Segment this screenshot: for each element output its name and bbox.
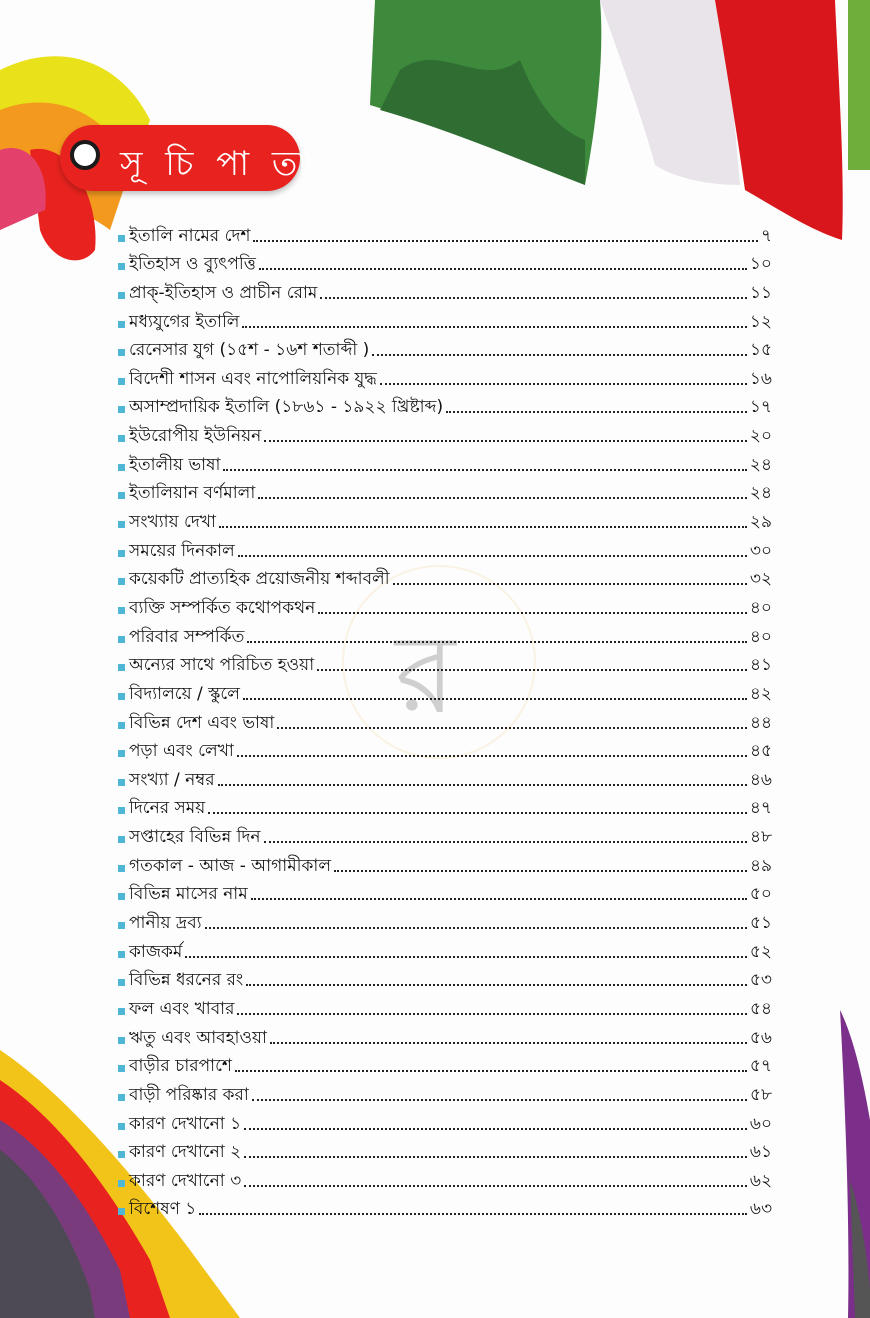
toc-entry-title: অসাম্প্রদায়িক ইতালি (১৮৬১ - ১৯২২ খ্রিষ্টাব্দ)	[129, 397, 444, 418]
toc-entry	[118, 390, 772, 419]
toc-entry-title: বিদেশী শাসন এবং নাপোলিয়নিক যুদ্ধ	[129, 368, 377, 389]
toc-entry-page: ৪৯	[749, 855, 772, 876]
toc-entry-page: ২৪	[749, 454, 772, 475]
toc-entry-page: ১৭	[749, 397, 772, 418]
toc-entry-page: ৫৪	[749, 998, 772, 1019]
dot-leader	[334, 870, 747, 872]
bullet-square-icon	[118, 607, 125, 614]
bullet-square-icon	[118, 1151, 125, 1158]
bullet-square-icon	[118, 321, 125, 328]
header-bullet-icon	[70, 140, 100, 170]
toc-entry-page: ৩২	[749, 569, 772, 590]
toc-entry-page: ৪০	[749, 626, 772, 647]
dot-leader	[372, 354, 747, 356]
toc-entry	[118, 848, 772, 877]
dot-leader	[252, 1099, 747, 1101]
toc-entry-title: ইতালিয়ান বর্ণমালা	[129, 483, 256, 504]
toc-entry	[118, 1020, 772, 1049]
toc-entry-page: ৪৭	[749, 798, 772, 819]
dot-leader	[223, 469, 747, 471]
toc-entry	[118, 619, 772, 648]
toc-entry-title: সপ্তাহের বিভিন্ন দিন	[129, 827, 261, 848]
dot-leader	[218, 784, 747, 786]
toc-entry-title: পরিবার সম্পর্কিত	[129, 626, 245, 647]
bullet-square-icon	[118, 292, 125, 299]
toc-entry-page: ৪২	[749, 683, 772, 704]
toc-entry-title: বাড়ীর চারপাশে	[129, 1056, 232, 1077]
dot-leader	[446, 411, 747, 413]
bullet-square-icon	[118, 951, 125, 958]
toc-entry	[118, 218, 772, 247]
toc-entry	[118, 275, 772, 304]
bullet-square-icon	[118, 1123, 125, 1130]
toc-entry-title: বাড়ী পরিষ্কার করা	[129, 1084, 249, 1105]
toc-entry	[118, 819, 772, 848]
toc-entry-title: ঋতু এবং আবহাওয়া	[129, 1027, 267, 1048]
toc-entry-page: ১১	[749, 282, 772, 303]
dot-leader	[251, 898, 747, 900]
dot-leader	[270, 1042, 747, 1044]
bullet-square-icon	[118, 235, 125, 242]
toc-entry-page: ৪০	[749, 597, 772, 618]
dot-leader	[235, 1070, 747, 1072]
toc-entry-page: ১২	[749, 311, 772, 332]
bullet-square-icon	[118, 378, 125, 385]
dot-leader	[244, 1156, 747, 1158]
bullet-square-icon	[118, 636, 125, 643]
toc-entry-title: বিভিন্ন মাসের নাম	[129, 884, 248, 905]
bullet-square-icon	[118, 779, 125, 786]
bullet-square-icon	[118, 750, 125, 757]
toc-entry-title: রেনেসার যুগ (১৫শ - ১৬শ শতাব্দী )	[129, 340, 370, 361]
toc-entry	[118, 762, 772, 791]
bullet-square-icon	[118, 406, 125, 413]
toc-entry-title: ইতালি নামের দেশ	[129, 225, 251, 246]
dot-leader	[219, 526, 747, 528]
toc-list	[118, 218, 772, 1220]
bullet-square-icon	[118, 693, 125, 700]
toc-entry-page: ৪৮	[749, 827, 772, 848]
toc-entry-title: দিনের সময়	[129, 798, 206, 819]
toc-entry-title: ব্যক্তি সম্পর্কিত কথোপকথন	[129, 597, 316, 618]
toc-entry-page: ৪৫	[749, 741, 772, 762]
toc-entry	[118, 905, 772, 934]
toc-entry	[118, 791, 772, 820]
toc-entry-title: সংখ্যায় দেখা	[129, 512, 216, 533]
dot-leader	[244, 1128, 747, 1130]
dot-leader	[237, 755, 747, 757]
dot-leader	[242, 326, 746, 328]
bullet-square-icon	[118, 922, 125, 929]
dot-leader	[246, 984, 747, 986]
bullet-square-icon	[118, 1094, 125, 1101]
bullet-square-icon	[118, 521, 125, 528]
toc-entry-title: মধ্যযুগের ইতালি	[129, 311, 240, 332]
toc-entry	[118, 1192, 772, 1221]
toc-entry-title: বিদ্যালয়ে / স্কুলে	[129, 683, 240, 704]
toc-entry-page: ৬২	[749, 1170, 772, 1191]
toc-entry	[118, 590, 772, 619]
toc-entry-page: ৫৬	[749, 1027, 772, 1048]
toc-entry-title: পড়া এবং লেখা	[129, 741, 234, 762]
page-title: সূ চি পা তা	[120, 144, 314, 184]
bullet-square-icon	[118, 1008, 125, 1015]
toc-entry	[118, 304, 772, 333]
bullet-square-icon	[118, 979, 125, 986]
dot-leader	[185, 956, 747, 958]
toc-entry	[118, 1077, 772, 1106]
toc-entry-page: ৬০	[749, 1113, 772, 1134]
toc-entry-title: বিভিন্ন দেশ এবং ভাষা	[129, 712, 275, 733]
toc-entry-title: সময়ের দিনকাল	[129, 540, 235, 561]
toc-entry	[118, 247, 772, 276]
toc-entry-page: ৬১	[749, 1142, 772, 1163]
dot-leader	[244, 1185, 747, 1187]
dot-leader	[264, 841, 747, 843]
toc-entry	[118, 705, 772, 734]
toc-entry-page: ৬৩	[749, 1199, 772, 1220]
toc-entry-title: গতকাল - আজ - আগামীকাল	[129, 855, 332, 876]
toc-entry	[118, 1135, 772, 1164]
toc-entry	[118, 447, 772, 476]
toc-entry-page: ৫০	[749, 884, 772, 905]
toc-entry-title: কারণ দেখানো ৩	[129, 1170, 242, 1191]
watermark-letter: র	[395, 610, 456, 738]
bullet-square-icon	[118, 1208, 125, 1215]
toc-entry-title: বিভিন্ন ধরনের রং	[129, 970, 244, 991]
toc-entry-page: ১৫	[749, 340, 772, 361]
toc-entry-title: বিশেষণ ১	[129, 1199, 197, 1220]
toc-entry	[118, 963, 772, 992]
toc-entry-page: ৫২	[749, 941, 772, 962]
bullet-square-icon	[118, 1037, 125, 1044]
bullet-square-icon	[118, 464, 125, 471]
dot-leader	[259, 268, 747, 270]
bullet-square-icon	[118, 349, 125, 356]
toc-entry-page: ২৪	[749, 483, 772, 504]
toc-entry	[118, 1163, 772, 1192]
dot-leader	[247, 641, 747, 643]
dot-leader	[380, 383, 747, 385]
bullet-square-icon	[118, 893, 125, 900]
toc-entry	[118, 533, 772, 562]
dot-leader	[393, 583, 747, 585]
dot-leader	[277, 727, 747, 729]
toc-entry-page: ৫৭	[749, 1056, 772, 1077]
flag-white	[600, 0, 740, 185]
bullet-square-icon	[118, 865, 125, 872]
toc-entry-page: ৪৬	[749, 769, 772, 790]
toc-entry	[118, 1049, 772, 1078]
dot-leader	[237, 1013, 746, 1015]
dot-leader	[264, 440, 747, 442]
toc-entry-title: কারণ দেখানো ২	[129, 1142, 242, 1163]
toc-entry	[118, 361, 772, 390]
bullet-square-icon	[118, 263, 125, 270]
toc-entry-title: পানীয় দ্রব্য	[129, 913, 202, 934]
toc-entry	[118, 734, 772, 763]
toc-entry-title: কয়েকটি প্রাত্যহিক প্রয়োজনীয় শব্দাবলী	[129, 569, 390, 590]
dot-leader	[318, 612, 747, 614]
bullet-square-icon	[118, 722, 125, 729]
bullet-square-icon	[118, 492, 125, 499]
dot-leader	[243, 698, 747, 700]
bullet-square-icon	[118, 836, 125, 843]
toc-entry-page: ৫৮	[749, 1084, 772, 1105]
toc-entry	[118, 676, 772, 705]
toc-entry-title: সংখ্যা / নম্বর	[129, 769, 215, 790]
dot-leader	[205, 927, 747, 929]
dot-leader	[317, 669, 747, 671]
toc-entry	[118, 562, 772, 591]
bullet-square-icon	[118, 664, 125, 671]
toc-entry	[118, 991, 772, 1020]
toc-entry-title: কাজকর্ম	[129, 941, 183, 962]
bullet-square-icon	[118, 807, 125, 814]
toc-entry	[118, 877, 772, 906]
dot-leader	[253, 240, 757, 242]
toc-entry-title: ইতালীয় ভাষা	[129, 454, 221, 475]
toc-entry	[118, 504, 772, 533]
toc-entry	[118, 476, 772, 505]
toc-entry-title: অন্যের সাথে পরিচিত হওয়া	[129, 655, 315, 676]
toc-entry	[118, 934, 772, 963]
toc-entry	[118, 333, 772, 362]
dot-leader	[199, 1213, 747, 1215]
toc-entry-page: ৩০	[749, 540, 772, 561]
toc-entry-title: ইতিহাস ও ব্যুৎপত্তি	[129, 254, 256, 275]
toc-entry-page: ৪৪	[749, 712, 772, 733]
toc-entry-page: ৫৩	[749, 970, 772, 991]
toc-entry	[118, 418, 772, 447]
toc-entry-page: ৫১	[749, 913, 772, 934]
bullet-square-icon	[118, 1065, 125, 1072]
bullet-square-icon	[118, 578, 125, 585]
toc-entry-page: ১৬	[749, 368, 772, 389]
dot-leader	[258, 497, 747, 499]
toc-entry-page: ১০	[749, 254, 772, 275]
toc-entry-page: ৭	[760, 225, 772, 246]
toc-entry	[118, 648, 772, 677]
bullet-square-icon	[118, 435, 125, 442]
toc-entry-page: ২৯	[749, 512, 772, 533]
toc-entry-title: ফল এবং খাবার	[129, 998, 235, 1019]
dot-leader	[238, 555, 747, 557]
bullet-square-icon	[118, 550, 125, 557]
dot-leader	[320, 297, 747, 299]
flag-right-green	[848, 0, 870, 170]
toc-entry-title: প্রাক্-ইতিহাস ও প্রাচীন রোম	[129, 282, 318, 303]
toc-entry-title: ইউরোপীয় ইউনিয়ন	[129, 426, 262, 447]
bullet-square-icon	[118, 1180, 125, 1187]
toc-entry	[118, 1106, 772, 1135]
toc-entry-page: ৪১	[749, 655, 772, 676]
toc-entry-page: ২০	[749, 426, 772, 447]
dot-leader	[208, 812, 747, 814]
toc-entry-title: কারণ দেখানো ১	[129, 1113, 242, 1134]
